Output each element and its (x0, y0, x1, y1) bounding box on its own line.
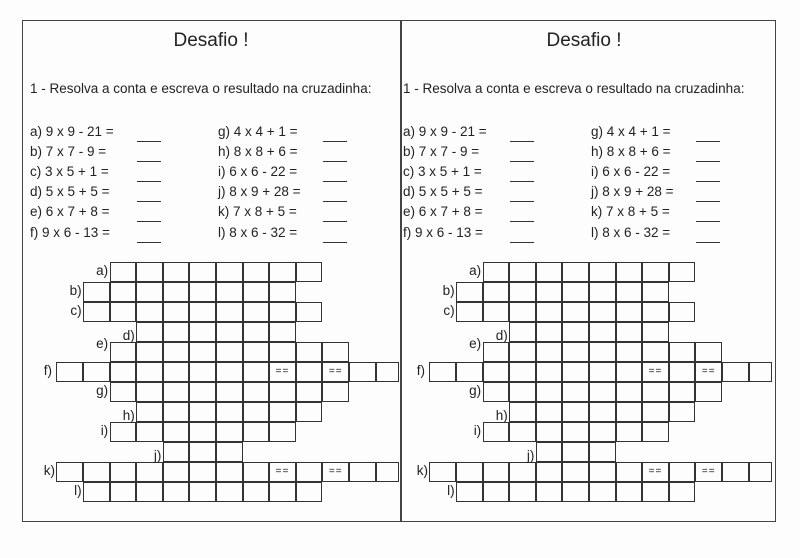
answer-blank-g[interactable] (323, 141, 347, 142)
equation-j: j) 8 x 9 + 28 = (218, 184, 301, 199)
crossword-cell[interactable] (110, 482, 137, 502)
crossword-cell[interactable] (509, 282, 536, 302)
clue-label-d: d) (122, 328, 135, 343)
crossword-cell[interactable] (269, 482, 296, 502)
worksheet-panel (22, 0, 400, 558)
clue-label-e: e) (469, 336, 482, 351)
crossword-cell[interactable] (669, 382, 696, 402)
crossword-cell[interactable] (562, 342, 589, 362)
crossword-cell[interactable] (56, 362, 83, 382)
crossword-cell[interactable] (216, 262, 243, 282)
crossword-cell[interactable] (163, 402, 190, 422)
crossword-cell[interactable] (136, 262, 163, 282)
answer-blank-g[interactable] (696, 141, 720, 142)
clue-label-c: c) (70, 303, 82, 318)
answer-blank-l[interactable] (696, 242, 720, 243)
crossword-cell[interactable] (163, 482, 190, 502)
crossword-cell[interactable] (589, 402, 616, 422)
crossword-cell[interactable] (536, 462, 563, 482)
equation-j: j) 8 x 9 + 28 = (591, 184, 674, 199)
crossword-cell[interactable] (536, 322, 563, 342)
crossword-cell[interactable] (163, 282, 190, 302)
equals-mark: == (328, 366, 343, 377)
clue-label-g: g) (96, 383, 109, 398)
crossword-cell[interactable] (456, 482, 483, 502)
crossword-cell[interactable] (189, 302, 216, 322)
crossword-cell[interactable] (536, 382, 563, 402)
equals-mark: == (275, 366, 290, 377)
crossword-cell[interactable] (589, 422, 616, 442)
answer-blank-a[interactable] (510, 141, 534, 142)
equation-a: a) 9 x 9 - 21 = (403, 124, 487, 139)
crossword-cell[interactable] (429, 462, 456, 482)
crossword-cell[interactable] (509, 462, 536, 482)
crossword-cell[interactable] (562, 422, 589, 442)
answer-blank-k[interactable] (696, 221, 720, 222)
crossword-cell[interactable] (483, 362, 510, 382)
crossword-cell[interactable] (616, 322, 643, 342)
crossword-cell[interactable] (589, 262, 616, 282)
equation-b: b) 7 x 7 - 9 = (30, 144, 107, 159)
crossword-cell[interactable] (269, 382, 296, 402)
crossword-cell[interactable] (163, 442, 190, 462)
crossword-cell[interactable] (562, 462, 589, 482)
answer-blank-j[interactable] (696, 201, 720, 202)
crossword-cell[interactable] (269, 402, 296, 422)
answer-blank-j[interactable] (323, 201, 347, 202)
crossword-cell[interactable] (509, 382, 536, 402)
crossword-cell[interactable] (669, 402, 696, 422)
crossword-cell[interactable] (562, 442, 589, 462)
crossword-cell[interactable] (562, 262, 589, 282)
crossword-cell[interactable] (616, 282, 643, 302)
answer-blank-h[interactable] (323, 161, 347, 162)
crossword-cell[interactable] (509, 422, 536, 442)
crossword-cell[interactable] (456, 362, 483, 382)
crossword-cell[interactable] (695, 382, 722, 402)
clue-label-i: i) (473, 423, 482, 438)
crossword-cell[interactable] (616, 402, 643, 422)
crossword-cell[interactable] (110, 362, 137, 382)
equation-l: l) 8 x 6 - 32 = (591, 225, 671, 240)
crossword-cell[interactable] (536, 282, 563, 302)
crossword-cell[interactable] (216, 322, 243, 342)
crossword-cell[interactable] (110, 422, 137, 442)
answer-blank-d[interactable] (510, 201, 534, 202)
crossword-cell[interactable] (589, 442, 616, 462)
answer-blank-k[interactable] (323, 221, 347, 222)
crossword-cell[interactable] (110, 302, 137, 322)
crossword-cell[interactable] (136, 402, 163, 422)
crossword-cell[interactable] (695, 462, 722, 482)
crossword-cell[interactable] (642, 262, 669, 282)
crossword-cell[interactable] (536, 302, 563, 322)
crossword-cell[interactable] (536, 482, 563, 502)
crossword-cell[interactable] (189, 262, 216, 282)
crossword-cell[interactable] (269, 262, 296, 282)
equation-l: l) 8 x 6 - 32 = (218, 225, 298, 240)
crossword-cell[interactable] (243, 302, 270, 322)
crossword-cell[interactable] (189, 462, 216, 482)
equation-c: c) 3 x 5 + 1 = (30, 164, 109, 179)
clue-label-e: e) (96, 336, 109, 351)
crossword-cell[interactable] (562, 482, 589, 502)
crossword-cell[interactable] (136, 382, 163, 402)
crossword-cell[interactable] (269, 422, 296, 442)
crossword-cell[interactable] (695, 362, 722, 382)
crossword-cell[interactable] (483, 462, 510, 482)
clue-label-l: l) (447, 483, 455, 498)
crossword-cell[interactable] (296, 262, 323, 282)
crossword-cell[interactable] (163, 362, 190, 382)
crossword-cell[interactable] (189, 282, 216, 302)
crossword-cell[interactable] (83, 302, 110, 322)
crossword-cell[interactable] (483, 302, 510, 322)
equals-mark: == (648, 466, 663, 477)
crossword-cell[interactable] (296, 402, 323, 422)
crossword-cell[interactable] (616, 362, 643, 382)
equation-c: c) 3 x 5 + 1 = (403, 164, 482, 179)
clue-label-a: a) (469, 263, 482, 278)
crossword-cell[interactable] (616, 462, 643, 482)
equation-e: e) 6 x 7 + 8 = (30, 204, 110, 219)
answer-blank-a[interactable] (137, 141, 161, 142)
crossword-cell[interactable] (669, 302, 696, 322)
crossword-cell[interactable] (536, 362, 563, 382)
crossword-cell[interactable] (536, 442, 563, 462)
crossword-cell[interactable] (136, 342, 163, 362)
answer-blank-b[interactable] (510, 161, 534, 162)
crossword-cell[interactable] (669, 482, 696, 502)
crossword-cell[interactable] (243, 482, 270, 502)
crossword-cell[interactable] (163, 462, 190, 482)
crossword-cell[interactable] (483, 342, 510, 362)
clue-label-l: l) (74, 483, 82, 498)
answer-blank-b[interactable] (137, 161, 161, 162)
crossword-cell[interactable] (163, 302, 190, 322)
crossword-cell[interactable] (243, 402, 270, 422)
crossword-cell[interactable] (589, 302, 616, 322)
crossword-cell[interactable] (669, 462, 696, 482)
crossword-cell[interactable] (483, 382, 510, 402)
crossword-cell[interactable] (669, 262, 696, 282)
equals-mark: == (648, 366, 663, 377)
equals-mark: == (701, 466, 716, 477)
crossword-cell[interactable] (163, 422, 190, 442)
answer-blank-h[interactable] (696, 161, 720, 162)
crossword-cell[interactable] (110, 382, 137, 402)
equals-mark: == (701, 366, 716, 377)
crossword-cell[interactable] (296, 342, 323, 362)
crossword-cell[interactable] (722, 362, 749, 382)
crossword-cell[interactable] (749, 462, 773, 482)
crossword-cell[interactable] (136, 462, 163, 482)
crossword-cell[interactable] (243, 342, 270, 362)
crossword-cell[interactable] (243, 422, 270, 442)
crossword-cell[interactable] (243, 382, 270, 402)
crossword-cell[interactable] (722, 462, 749, 482)
crossword-cell[interactable] (322, 462, 349, 482)
equation-g: g) 4 x 4 + 1 = (591, 124, 671, 139)
answer-blank-f[interactable] (137, 242, 161, 243)
crossword-cell[interactable] (189, 442, 216, 462)
equation-a: a) 9 x 9 - 21 = (30, 124, 114, 139)
crossword-cell[interactable] (83, 462, 110, 482)
crossword-cell[interactable] (642, 362, 669, 382)
crossword-cell[interactable] (216, 382, 243, 402)
crossword-cell[interactable] (110, 342, 137, 362)
clue-label-f: f) (416, 363, 425, 378)
crossword-cell[interactable] (695, 342, 722, 362)
crossword-cell[interactable] (216, 422, 243, 442)
answer-blank-i[interactable] (323, 181, 347, 182)
crossword-cell[interactable] (616, 262, 643, 282)
crossword-cell[interactable] (589, 342, 616, 362)
crossword-cell[interactable] (110, 282, 137, 302)
instruction: 1 - Resolva a conta e escreva o resultado na cruzadinha: (403, 81, 745, 96)
crossword-cell[interactable] (589, 282, 616, 302)
clue-label-a: a) (96, 263, 109, 278)
crossword-cell[interactable] (110, 262, 137, 282)
worksheet-panel (395, 0, 773, 558)
crossword-cell[interactable] (669, 362, 696, 382)
crossword-cell[interactable] (216, 342, 243, 362)
crossword-cell[interactable] (536, 422, 563, 442)
crossword-cell[interactable] (509, 482, 536, 502)
clue-label-i: i) (100, 423, 109, 438)
crossword-cell[interactable] (589, 462, 616, 482)
equation-f: f) 9 x 6 - 13 = (30, 225, 110, 240)
equation-e: e) 6 x 7 + 8 = (403, 204, 483, 219)
clue-label-g: g) (469, 383, 482, 398)
crossword-cell[interactable] (322, 362, 349, 382)
crossword-cell[interactable] (669, 342, 696, 362)
answer-blank-c[interactable] (510, 181, 534, 182)
crossword-cell[interactable] (243, 322, 270, 342)
crossword-cell[interactable] (163, 322, 190, 342)
equation-b: b) 7 x 7 - 9 = (403, 144, 480, 159)
crossword-cell[interactable] (189, 382, 216, 402)
crossword-cell[interactable] (136, 482, 163, 502)
crossword-cell[interactable] (616, 342, 643, 362)
crossword-cell[interactable] (189, 422, 216, 442)
crossword-cell[interactable] (296, 362, 323, 382)
crossword-cell[interactable] (589, 382, 616, 402)
crossword-cell[interactable] (189, 342, 216, 362)
crossword-cell[interactable] (562, 322, 589, 342)
crossword-cell[interactable] (243, 362, 270, 382)
crossword-cell[interactable] (562, 282, 589, 302)
crossword-cell[interactable] (296, 382, 323, 402)
crossword-cell[interactable] (562, 302, 589, 322)
equation-d: d) 5 x 5 + 5 = (403, 184, 483, 199)
clue-label-h: h) (495, 408, 508, 423)
crossword-cell[interactable] (189, 402, 216, 422)
crossword-cell[interactable] (483, 482, 510, 502)
crossword-cell[interactable] (456, 462, 483, 482)
crossword-cell[interactable] (269, 462, 296, 482)
crossword-cell[interactable] (642, 422, 669, 442)
crossword-cell[interactable] (216, 462, 243, 482)
clue-label-k: k) (416, 463, 428, 478)
crossword-cell[interactable] (642, 282, 669, 302)
clue-label-j: j) (526, 448, 535, 463)
clue-label-j: j) (153, 448, 162, 463)
crossword-cell[interactable] (136, 322, 163, 342)
crossword-cell[interactable] (562, 402, 589, 422)
answer-blank-i[interactable] (696, 181, 720, 182)
crossword-cell[interactable] (349, 362, 376, 382)
equation-k: k) 7 x 8 + 5 = (218, 204, 297, 219)
crossword-cell[interactable] (216, 402, 243, 422)
equals-mark: == (275, 466, 290, 477)
crossword-cell[interactable] (642, 302, 669, 322)
crossword-cell[interactable] (296, 482, 323, 502)
equation-h: h) 8 x 8 + 6 = (591, 144, 671, 159)
crossword-cell[interactable] (456, 302, 483, 322)
answer-blank-f[interactable] (510, 242, 534, 243)
equals-mark: == (328, 466, 343, 477)
crossword-cell[interactable] (616, 382, 643, 402)
equation-i: i) 6 x 6 - 22 = (591, 164, 671, 179)
equation-i: i) 6 x 6 - 22 = (218, 164, 298, 179)
crossword-cell[interactable] (509, 322, 536, 342)
crossword-cell[interactable] (136, 302, 163, 322)
title: Desafio ! (546, 30, 622, 51)
crossword-cell[interactable] (536, 402, 563, 422)
crossword-cell[interactable] (216, 442, 243, 462)
crossword-cell[interactable] (83, 482, 110, 502)
answer-blank-l[interactable] (323, 242, 347, 243)
crossword-cell[interactable] (189, 482, 216, 502)
equation-g: g) 4 x 4 + 1 = (218, 124, 298, 139)
crossword-cell[interactable] (589, 362, 616, 382)
crossword-cell[interactable] (163, 342, 190, 362)
crossword-cell[interactable] (589, 322, 616, 342)
crossword-cell[interactable] (349, 462, 376, 482)
crossword-cell[interactable] (136, 282, 163, 302)
crossword-cell[interactable] (189, 362, 216, 382)
crossword-cell[interactable] (642, 322, 669, 342)
clue-label-h: h) (122, 408, 135, 423)
crossword-cell[interactable] (216, 282, 243, 302)
crossword-cell[interactable] (429, 362, 456, 382)
crossword-cell[interactable] (562, 362, 589, 382)
crossword-cell[interactable] (216, 482, 243, 502)
crossword-cell[interactable] (509, 262, 536, 282)
crossword-cell[interactable] (509, 402, 536, 422)
crossword-cell[interactable] (243, 262, 270, 282)
crossword-cell[interactable] (509, 362, 536, 382)
crossword-cell[interactable] (136, 362, 163, 382)
title: Desafio ! (173, 30, 249, 51)
crossword-cell[interactable] (616, 302, 643, 322)
crossword-cell[interactable] (110, 462, 137, 482)
crossword-cell[interactable] (322, 342, 349, 362)
crossword-cell[interactable] (269, 282, 296, 302)
clue-label-b: b) (69, 283, 82, 298)
crossword-cell[interactable] (296, 462, 323, 482)
crossword-cell[interactable] (616, 482, 643, 502)
crossword-cell[interactable] (163, 382, 190, 402)
crossword-cell[interactable] (562, 382, 589, 402)
crossword-cell[interactable] (642, 342, 669, 362)
equation-h: h) 8 x 8 + 6 = (218, 144, 298, 159)
crossword-cell[interactable] (749, 362, 773, 382)
crossword-cell[interactable] (189, 322, 216, 342)
crossword-cell[interactable] (269, 342, 296, 362)
crossword-cell[interactable] (642, 382, 669, 402)
crossword-cell[interactable] (509, 302, 536, 322)
crossword-cell[interactable] (536, 342, 563, 362)
crossword-cell[interactable] (296, 302, 323, 322)
crossword-cell[interactable] (322, 382, 349, 402)
answer-blank-e[interactable] (137, 221, 161, 222)
clue-label-f: f) (43, 363, 52, 378)
crossword-cell[interactable] (136, 422, 163, 442)
clue-label-c: c) (443, 303, 455, 318)
crossword-cell[interactable] (642, 462, 669, 482)
crossword-cell[interactable] (216, 302, 243, 322)
answer-blank-d[interactable] (137, 201, 161, 202)
crossword-cell[interactable] (83, 282, 110, 302)
equation-d: d) 5 x 5 + 5 = (30, 184, 110, 199)
answer-blank-e[interactable] (510, 221, 534, 222)
crossword-cell[interactable] (243, 282, 270, 302)
crossword-cell[interactable] (483, 262, 510, 282)
clue-label-b: b) (442, 283, 455, 298)
crossword-cell[interactable] (616, 422, 643, 442)
equation-f: f) 9 x 6 - 13 = (403, 225, 483, 240)
crossword-cell[interactable] (509, 342, 536, 362)
crossword-cell[interactable] (163, 262, 190, 282)
crossword-cell[interactable] (456, 282, 483, 302)
crossword-cell[interactable] (642, 482, 669, 502)
clue-label-d: d) (495, 328, 508, 343)
crossword-cell[interactable] (536, 262, 563, 282)
crossword-cell[interactable] (269, 302, 296, 322)
crossword-cell[interactable] (83, 362, 110, 382)
crossword-cell[interactable] (216, 362, 243, 382)
crossword-cell[interactable] (589, 482, 616, 502)
crossword-cell[interactable] (269, 362, 296, 382)
crossword-cell[interactable] (269, 322, 296, 342)
crossword-cell[interactable] (243, 462, 270, 482)
equation-k: k) 7 x 8 + 5 = (591, 204, 670, 219)
crossword-cell[interactable] (483, 282, 510, 302)
crossword-cell[interactable] (483, 422, 510, 442)
crossword-cell[interactable] (642, 402, 669, 422)
answer-blank-c[interactable] (137, 181, 161, 182)
instruction: 1 - Resolva a conta e escreva o resultado na cruzadinha: (30, 81, 372, 96)
clue-label-k: k) (43, 463, 55, 478)
crossword-cell[interactable] (56, 462, 83, 482)
